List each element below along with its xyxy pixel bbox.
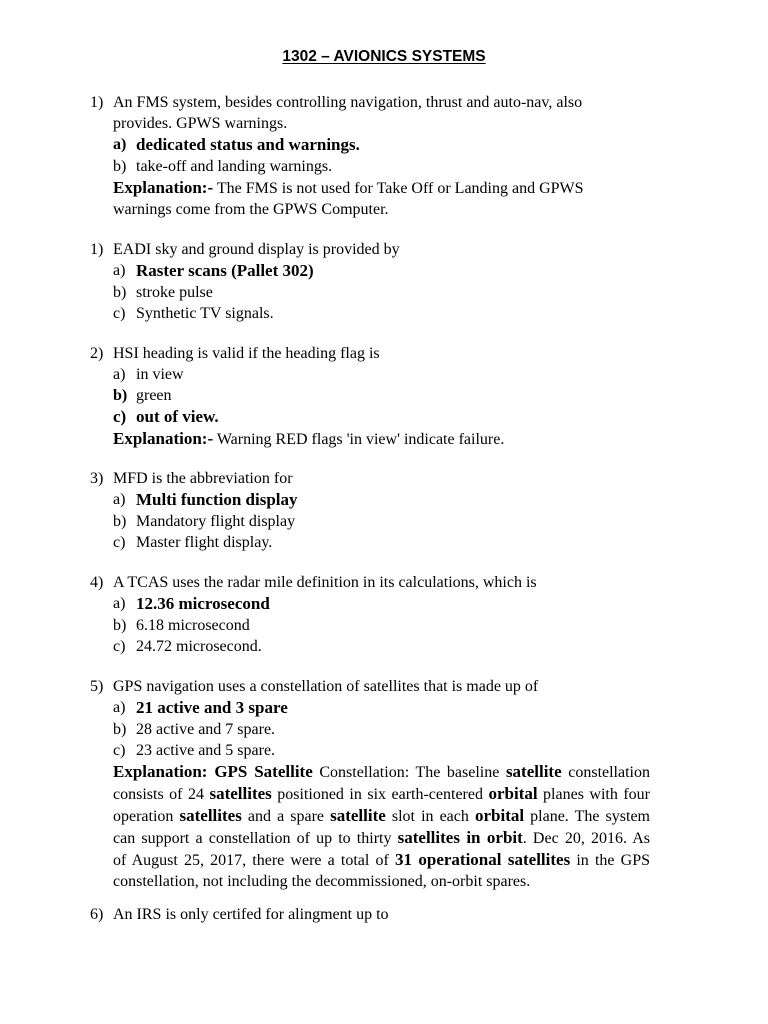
question-text-line: HSI heading is valid if the heading flag is — [113, 345, 380, 362]
option-letter: a) — [113, 491, 126, 508]
option-text: stroke pulse — [136, 284, 213, 301]
question-7 — [90, 904, 690, 925]
option-text: 28 active and 7 spare. — [136, 721, 276, 738]
option-b — [90, 719, 690, 740]
explanation-label: Explanation:- — [113, 429, 214, 448]
question-text — [90, 113, 690, 134]
option-text: dedicated status and warnings. — [136, 135, 360, 154]
explanation-keyword: satellites in orbit — [397, 828, 523, 847]
question-text-line: An FMS system, besides controlling navigation, thrust and auto-nav, also — [113, 94, 583, 111]
option-letter: b) — [113, 513, 127, 530]
option-letter: a) — [113, 262, 126, 279]
option-letter: b) — [113, 158, 127, 175]
option-b — [90, 385, 690, 406]
explanation-keyword: satellites — [179, 806, 242, 825]
explanation-text: in the GPS — [570, 852, 651, 869]
question-number: 6) — [90, 906, 104, 923]
option-c — [90, 406, 690, 428]
option-letter: c) — [113, 638, 126, 655]
question-number: 5) — [90, 678, 104, 695]
question-4 — [90, 468, 690, 553]
explanation-keyword: orbital — [488, 784, 538, 803]
option-c — [90, 740, 690, 761]
option-text: Synthetic TV signals. — [136, 305, 274, 322]
question-text — [90, 343, 690, 364]
option-text: Multi function display — [136, 490, 298, 509]
question-text-line: A TCAS uses the radar mile definition in its calculations, which is — [113, 574, 537, 591]
option-b — [90, 282, 690, 303]
explanation-text: can support a constellation of up to thirty — [113, 830, 398, 847]
question-text-line: EADI sky and ground display is provided by — [113, 241, 400, 258]
option-text: green — [136, 387, 172, 404]
explanation-line — [113, 871, 650, 892]
explanation-label: Explanation:- — [113, 178, 214, 197]
explanation-text: warnings come from the GPWS Computer. — [113, 201, 389, 218]
question-text — [90, 572, 690, 593]
explanation — [90, 199, 690, 220]
option-text: Raster scans (Pallet 302) — [136, 261, 314, 280]
option-b — [90, 511, 690, 532]
option-letter: c) — [113, 407, 127, 426]
option-text: take-off and landing warnings. — [136, 158, 333, 175]
question-number: 4) — [90, 574, 104, 591]
explanation-label: Explanation: GPS Satellite — [113, 762, 313, 781]
option-letter: a) — [113, 136, 127, 153]
option-text: in view — [136, 366, 184, 383]
question-number: 2) — [90, 345, 104, 362]
explanation-keyword: 31 operational satellites — [394, 850, 571, 869]
question-text-line: MFD is the abbreviation for — [113, 470, 293, 487]
question-1 — [90, 92, 690, 220]
explanation-text: constellation — [561, 764, 650, 781]
question-text — [90, 468, 690, 489]
explanation-text: of August 25, 2017, there were a total of — [113, 852, 395, 869]
explanation-text: and a spare — [241, 808, 331, 825]
option-b — [90, 156, 690, 177]
question-3 — [90, 343, 690, 450]
question-text — [90, 904, 690, 925]
option-letter: c) — [113, 742, 126, 759]
option-letter: c) — [113, 305, 126, 322]
option-letter: a) — [113, 595, 126, 612]
question-6 — [90, 676, 690, 892]
option-a — [90, 593, 690, 615]
option-b — [90, 615, 690, 636]
option-letter: b) — [113, 617, 127, 634]
question-text-line: provides. GPWS warnings. — [113, 115, 288, 132]
gps-explanation — [90, 761, 690, 892]
option-text: Mandatory flight display — [136, 513, 296, 530]
option-a — [90, 260, 690, 282]
question-text — [90, 239, 690, 260]
explanation — [90, 177, 690, 199]
option-c — [90, 532, 690, 553]
explanation-text: positioned in six earth-centered — [271, 786, 489, 803]
question-text-line: GPS navigation uses a constellation of satellites that is made up of — [113, 678, 539, 695]
question-5 — [90, 572, 690, 657]
explanation-text: constellation, not including the decommissioned, on-orbit spares. — [113, 873, 531, 890]
explanation-line — [113, 849, 650, 871]
question-number: 1) — [90, 94, 104, 111]
explanation-line — [113, 827, 650, 849]
option-c — [90, 303, 690, 324]
explanation-text: slot in each — [385, 808, 475, 825]
explanation-text: The FMS is not used for Take Off or Landing and GPWS — [213, 180, 584, 197]
option-a — [90, 134, 690, 156]
option-a — [90, 364, 690, 385]
option-text: 23 active and 5 spare. — [136, 742, 276, 759]
explanation-line — [113, 783, 650, 805]
explanation-text: operation — [113, 808, 180, 825]
explanation-keyword: orbital — [474, 806, 525, 825]
explanation-keyword: satellite — [330, 806, 386, 825]
explanation-line — [113, 805, 650, 827]
explanation-text: Warning RED flags 'in view' indicate failure. — [213, 431, 505, 448]
option-letter: c) — [113, 534, 126, 551]
explanation-text: planes with four — [537, 786, 651, 803]
option-a — [90, 697, 690, 719]
option-a — [90, 489, 690, 511]
option-c — [90, 636, 690, 657]
explanation-text: Constellation: The baseline — [312, 764, 506, 781]
question-number: 1) — [90, 241, 104, 258]
option-letter: b) — [113, 721, 127, 738]
question-text — [90, 92, 690, 113]
option-letter: a) — [113, 699, 126, 716]
explanation-text: consists of 24 — [113, 786, 210, 803]
question-2 — [90, 239, 690, 324]
document-title: 1302 – AVIONICS SYSTEMS — [282, 48, 486, 65]
explanation-keyword: satellite — [505, 762, 562, 781]
explanation-line — [113, 761, 650, 783]
question-number: 3) — [90, 470, 104, 487]
option-text: 6.18 microsecond — [136, 617, 250, 634]
option-letter: a) — [113, 366, 126, 383]
option-text: 21 active and 3 spare — [136, 698, 288, 717]
option-letter: b) — [113, 284, 127, 301]
question-text-line: An IRS is only certifed for alingment up to — [113, 906, 389, 923]
explanation-text: plane. The system — [524, 808, 650, 825]
option-text: 24.72 microsecond. — [136, 638, 262, 655]
option-text: out of view. — [136, 407, 219, 426]
explanation-text: . Dec 20, 2016. As — [522, 830, 650, 847]
question-text — [90, 676, 690, 697]
option-text: Master flight display. — [136, 534, 273, 551]
option-letter: b) — [113, 387, 128, 404]
explanation — [90, 428, 690, 450]
explanation-keyword: satellites — [209, 784, 272, 803]
option-text: 12.36 microsecond — [136, 594, 270, 613]
